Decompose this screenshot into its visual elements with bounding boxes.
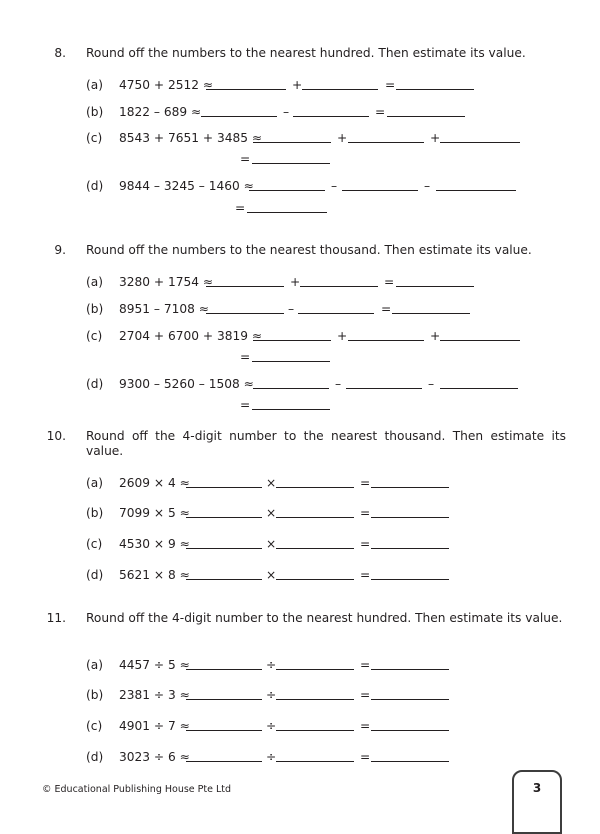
answer-blank[interactable] [387, 116, 465, 117]
equals-sign: = [240, 350, 251, 364]
part-expression: 5621 × 8 ≈ [119, 568, 190, 582]
answer-blank[interactable] [247, 212, 327, 213]
operator: + [337, 131, 348, 145]
answer-blank[interactable] [276, 761, 354, 762]
answer-blank[interactable] [440, 142, 520, 143]
answer-blank[interactable] [346, 388, 422, 389]
answer-blank[interactable] [371, 699, 449, 700]
operator: ÷ [266, 750, 277, 764]
part-expression: 4457 ÷ 5 ≈ [119, 658, 190, 672]
question-text: Round off the numbers to the nearest thousand. Then estimate its value. [86, 243, 532, 257]
operator: – [424, 179, 431, 193]
answer-blank[interactable] [253, 142, 331, 143]
part-expression: 2704 + 6700 + 3819 ≈ [119, 329, 263, 343]
question-number: 10. [46, 429, 66, 443]
part-label: (b) [86, 506, 104, 520]
answer-blank[interactable] [371, 730, 449, 731]
operator: – [335, 377, 342, 391]
operator: – [331, 179, 338, 193]
copyright-notice: © Educational Publishing House Pte Ltd [42, 784, 232, 795]
answer-blank[interactable] [348, 340, 424, 341]
part-label: (d) [86, 750, 104, 764]
answer-blank[interactable] [348, 142, 424, 143]
part-label: (d) [86, 377, 104, 391]
answer-blank[interactable] [252, 409, 330, 410]
part-label: (c) [86, 131, 103, 145]
operator: + [290, 275, 301, 289]
answer-blank[interactable] [298, 313, 374, 314]
part-label: (b) [86, 302, 104, 316]
equals-sign: = [360, 537, 371, 551]
equals-sign: = [360, 506, 371, 520]
answer-blank[interactable] [186, 487, 262, 488]
answer-blank[interactable] [186, 761, 262, 762]
equals-sign: = [360, 719, 371, 733]
part-expression: 4530 × 9 ≈ [119, 537, 190, 551]
answer-blank[interactable] [186, 730, 262, 731]
answer-blank[interactable] [293, 116, 369, 117]
operator: – [283, 105, 290, 119]
part-expression: 8543 + 7651 + 3485 ≈ [119, 131, 263, 145]
answer-blank[interactable] [252, 361, 330, 362]
operator: + [430, 131, 441, 145]
equals-sign: = [240, 398, 251, 412]
equals-sign: = [360, 658, 371, 672]
operator: + [430, 329, 441, 343]
operator: ÷ [266, 719, 277, 733]
answer-blank[interactable] [371, 517, 449, 518]
answer-blank[interactable] [186, 699, 262, 700]
answer-blank[interactable] [371, 487, 449, 488]
part-label: (d) [86, 568, 104, 582]
question-number: 9. [54, 243, 66, 257]
part-expression: 2609 × 4 ≈ [119, 476, 190, 490]
equals-sign: = [240, 152, 251, 166]
operator: × [266, 568, 277, 582]
answer-blank[interactable] [276, 669, 354, 670]
answer-blank[interactable] [276, 487, 354, 488]
part-expression: 4750 + 2512 ≈ [119, 78, 214, 92]
answer-blank[interactable] [371, 761, 449, 762]
operator: – [428, 377, 435, 391]
equals-sign: = [384, 275, 395, 289]
question-text: Round off the 4-digit number to the nearest thousand. Then estimate its value. [86, 429, 566, 458]
question-text: Round off the 4-digit number to the nearest hundred. Then estimate its value. [86, 611, 563, 625]
page-number-tab [512, 770, 562, 834]
part-expression: 7099 × 5 ≈ [119, 506, 190, 520]
part-expression: 4901 ÷ 7 ≈ [119, 719, 190, 733]
operator: + [337, 329, 348, 343]
part-expression: 1822 – 689 ≈ [119, 105, 202, 119]
part-expression: 9844 – 3245 – 1460 ≈ [119, 179, 254, 193]
answer-blank[interactable] [396, 89, 474, 90]
part-label: (a) [86, 78, 103, 92]
answer-blank[interactable] [342, 190, 418, 191]
equals-sign: = [385, 78, 396, 92]
part-label: (b) [86, 105, 104, 119]
answer-blank[interactable] [276, 730, 354, 731]
answer-blank[interactable] [276, 699, 354, 700]
answer-blank[interactable] [436, 190, 516, 191]
equals-sign: = [381, 302, 392, 316]
question-number: 8. [54, 46, 66, 60]
answer-blank[interactable] [276, 548, 354, 549]
part-expression: 3280 + 1754 ≈ [119, 275, 214, 289]
equals-sign: = [235, 201, 246, 215]
answer-blank[interactable] [302, 89, 378, 90]
answer-blank[interactable] [249, 190, 325, 191]
part-label: (d) [86, 179, 104, 193]
answer-blank[interactable] [392, 313, 470, 314]
equals-sign: = [360, 688, 371, 702]
part-label: (c) [86, 537, 103, 551]
answer-blank[interactable] [206, 89, 286, 90]
equals-sign: = [360, 750, 371, 764]
answer-blank[interactable] [201, 116, 277, 117]
operator: + [292, 78, 303, 92]
part-expression: 9300 – 5260 – 1508 ≈ [119, 377, 254, 391]
equals-sign: = [360, 568, 371, 582]
answer-blank[interactable] [440, 388, 518, 389]
question-text: Round off the numbers to the nearest hundred. Then estimate its value. [86, 46, 526, 60]
part-label: (a) [86, 476, 103, 490]
answer-blank[interactable] [396, 286, 474, 287]
equals-sign: = [360, 476, 371, 490]
part-expression: 2381 ÷ 3 ≈ [119, 688, 190, 702]
operator: × [266, 506, 277, 520]
operator: – [288, 302, 295, 316]
answer-blank[interactable] [252, 163, 330, 164]
question-number: 11. [46, 611, 66, 625]
answer-blank[interactable] [206, 313, 284, 314]
answer-blank[interactable] [186, 579, 262, 580]
operator: ÷ [266, 688, 277, 702]
answer-blank[interactable] [186, 548, 262, 549]
answer-blank[interactable] [276, 517, 354, 518]
part-label: (c) [86, 719, 103, 733]
operator: × [266, 537, 277, 551]
answer-blank[interactable] [186, 669, 262, 670]
operator: × [266, 476, 277, 490]
part-label: (c) [86, 329, 103, 343]
page-number: 3 [532, 781, 542, 795]
answer-blank[interactable] [371, 548, 449, 549]
equals-sign: = [375, 105, 386, 119]
answer-blank[interactable] [253, 340, 331, 341]
part-label: (b) [86, 688, 104, 702]
answer-blank[interactable] [371, 669, 449, 670]
answer-blank[interactable] [186, 517, 262, 518]
answer-blank[interactable] [276, 579, 354, 580]
answer-blank[interactable] [371, 579, 449, 580]
answer-blank[interactable] [300, 286, 378, 287]
answer-blank[interactable] [206, 286, 284, 287]
answer-blank[interactable] [440, 340, 520, 341]
part-expression: 8951 – 7108 ≈ [119, 302, 209, 316]
operator: ÷ [266, 658, 277, 672]
part-expression: 3023 ÷ 6 ≈ [119, 750, 190, 764]
part-label: (a) [86, 658, 103, 672]
answer-blank[interactable] [253, 388, 329, 389]
part-label: (a) [86, 275, 103, 289]
